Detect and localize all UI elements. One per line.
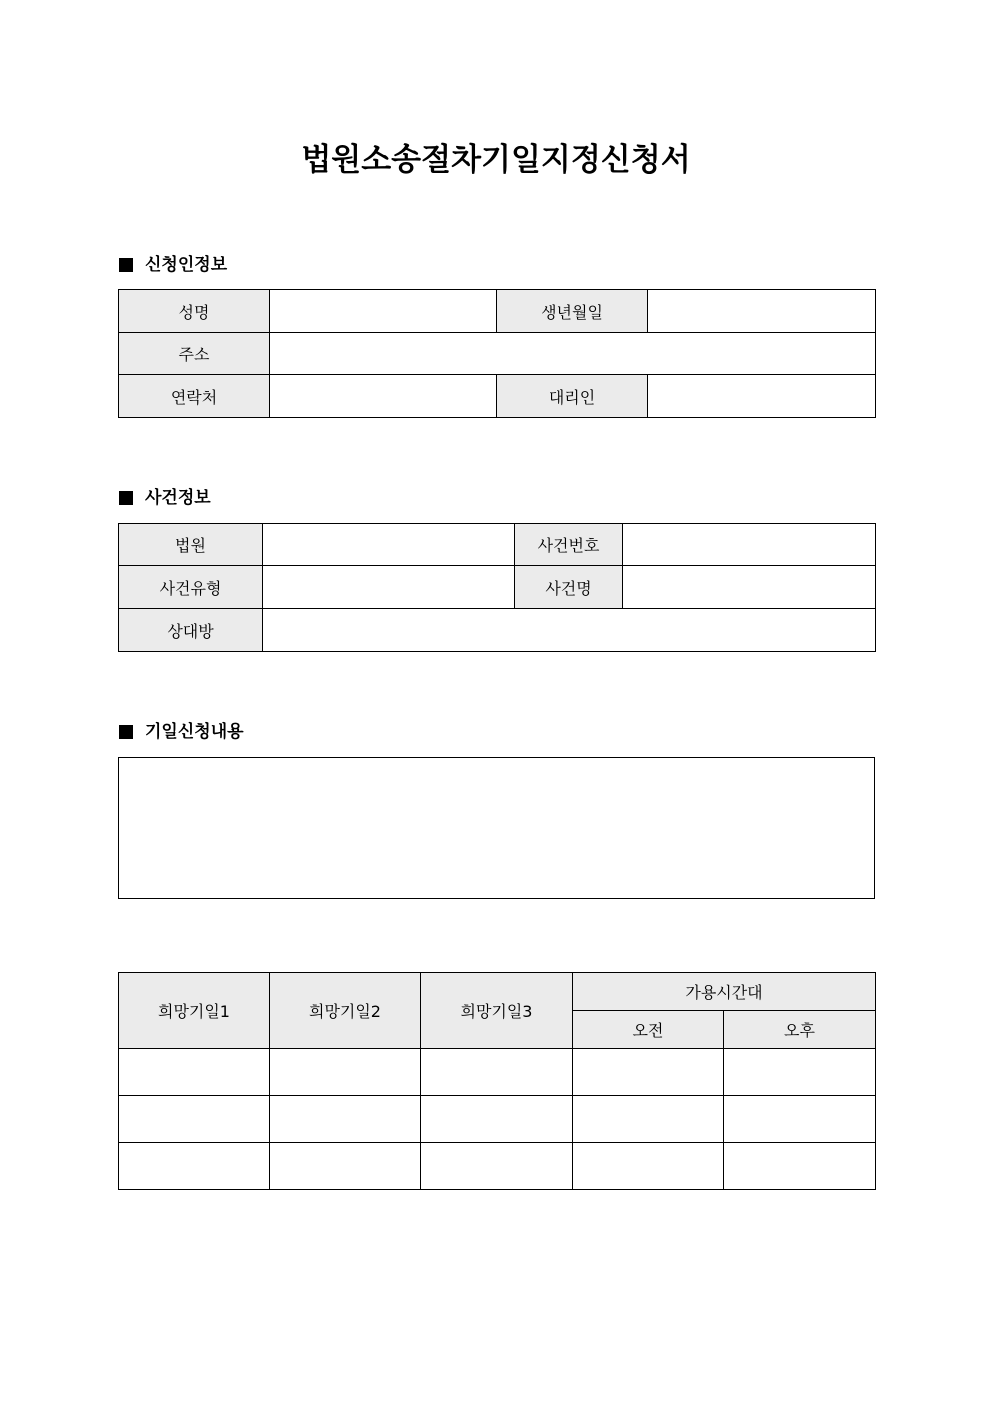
table-cell[interactable] [724, 1096, 876, 1143]
birth-label: 생년월일 [497, 290, 648, 333]
case-type-label: 사건유형 [119, 566, 263, 609]
table-row [119, 1096, 876, 1143]
table-cell[interactable] [119, 1096, 270, 1143]
agent-field[interactable] [648, 375, 876, 418]
section-heading-label: 신청인정보 [145, 255, 228, 275]
table-cell[interactable] [573, 1096, 724, 1143]
table-row [119, 1143, 876, 1190]
court-label: 법원 [119, 524, 263, 566]
table-cell[interactable] [573, 1143, 724, 1190]
court-field[interactable] [263, 524, 515, 566]
table-cell[interactable] [724, 1049, 876, 1096]
name-label: 성명 [119, 290, 270, 333]
agent-label: 대리인 [497, 375, 648, 418]
schedule-table [118, 972, 876, 1190]
table-cell[interactable] [270, 1049, 421, 1096]
table-cell[interactable] [421, 1143, 573, 1190]
page-title: 법원소송절차기일지정신청서 [301, 142, 691, 178]
table-cell[interactable] [573, 1049, 724, 1096]
case-name-field[interactable] [623, 566, 876, 609]
case-number-label: 사건번호 [515, 524, 623, 566]
available-time-header: 가용시간대 [573, 973, 876, 1011]
section-heading-label: 기일신청내용 [145, 722, 244, 742]
square-bullet-icon [119, 491, 133, 505]
birth-field[interactable] [648, 290, 876, 333]
square-bullet-icon [119, 258, 133, 272]
table-row [119, 1049, 876, 1096]
table-cell[interactable] [421, 1096, 573, 1143]
hope-date-2-header: 희망기일2 [270, 973, 421, 1049]
hope-date-1-header: 희망기일1 [119, 973, 270, 1049]
table-cell[interactable] [421, 1049, 573, 1096]
morning-header: 오전 [573, 1011, 724, 1049]
address-label: 주소 [119, 333, 270, 375]
table-cell[interactable] [119, 1049, 270, 1096]
address-field[interactable] [270, 333, 876, 375]
section-heading-applicant [119, 254, 227, 276]
name-field[interactable] [270, 290, 497, 333]
contact-field[interactable] [270, 375, 497, 418]
afternoon-header: 오후 [724, 1011, 876, 1049]
section-heading-request [119, 721, 244, 743]
table-cell[interactable] [270, 1143, 421, 1190]
contact-label: 연락처 [119, 375, 270, 418]
opponent-label: 상대방 [119, 609, 263, 652]
case-type-field[interactable] [263, 566, 515, 609]
square-bullet-icon [119, 725, 133, 739]
request-content-box[interactable] [118, 757, 875, 899]
section-heading-case [119, 487, 211, 509]
table-cell[interactable] [119, 1143, 270, 1190]
section-heading-label: 사건정보 [145, 488, 211, 508]
case-name-label: 사건명 [515, 566, 623, 609]
table-cell[interactable] [724, 1143, 876, 1190]
table-cell[interactable] [270, 1096, 421, 1143]
case-number-field[interactable] [623, 524, 876, 566]
applicant-table [118, 289, 876, 418]
opponent-field[interactable] [263, 609, 876, 652]
hope-date-3-header: 희망기일3 [421, 973, 573, 1049]
case-table [118, 523, 876, 652]
